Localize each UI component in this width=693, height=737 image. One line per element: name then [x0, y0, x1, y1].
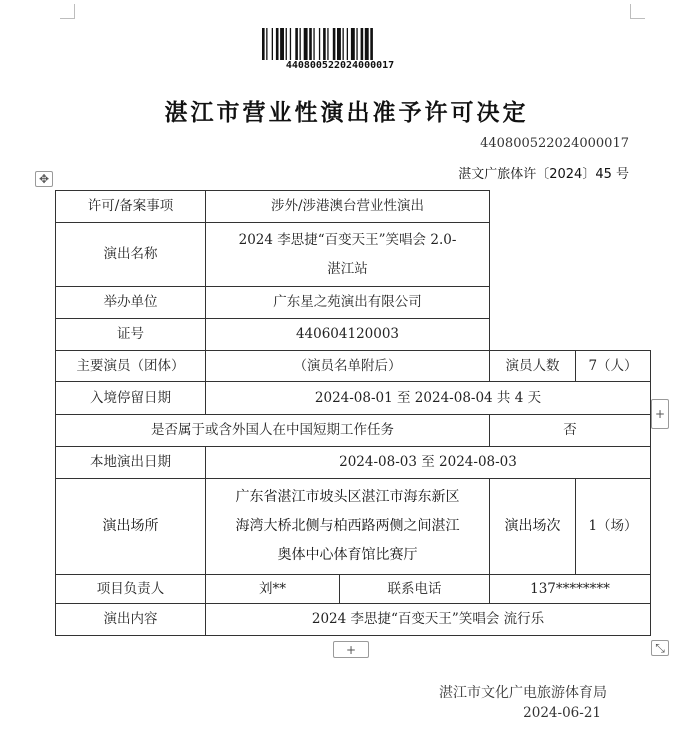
barcode-bar	[361, 28, 364, 60]
table-row	[56, 604, 651, 636]
show-name-value	[206, 223, 490, 287]
venue-value	[206, 479, 490, 575]
organizer-value: 广东星之苑演出有限公司	[206, 287, 490, 319]
table-row	[56, 191, 651, 223]
short-term-work-label: 是否属于或含外国人在中国短期工作任务	[56, 415, 490, 447]
barcode-bar	[290, 28, 291, 60]
show-name-line: 2024 李思捷“百变天王”笑唱会 2.0-	[238, 231, 457, 248]
sessions-value: 1（场）	[576, 479, 651, 575]
barcode-bar	[333, 28, 336, 60]
issue-date: 2024-06-21	[523, 705, 601, 721]
barcode-bar	[266, 28, 267, 60]
issuer-name: 湛江市文化广电旅游体育局	[439, 685, 607, 701]
reference-number: 湛文广旅体许〔2024〕45 号	[458, 167, 629, 182]
blank-cell	[490, 191, 651, 351]
barcode-bar	[262, 28, 265, 60]
document-title: 湛江市营业性演出准予许可决定	[164, 100, 529, 126]
organizer-label: 举办单位	[56, 287, 206, 319]
local-dates-value: 2024-08-03 至 2024-08-03	[206, 447, 651, 479]
license-label: 证号	[56, 319, 206, 351]
phone-value: 137********	[490, 575, 651, 604]
table-row	[56, 351, 651, 382]
add-row-icon[interactable]: +	[333, 641, 369, 658]
table-move-handle-icon[interactable]: ✥	[35, 171, 53, 187]
venue-label: 演出场所	[56, 479, 206, 575]
add-column-icon[interactable]: +	[651, 399, 669, 429]
barcode-bar	[304, 28, 308, 60]
barcode-bar	[313, 28, 314, 60]
stay-dates-label: 入境停留日期	[56, 382, 206, 415]
barcode-bar	[286, 28, 287, 60]
content-label: 演出内容	[56, 604, 206, 636]
document-number: 440800522024000017	[480, 136, 629, 151]
manager-value: 刘**	[206, 575, 340, 604]
barcode-bar	[300, 28, 301, 60]
table-resize-icon[interactable]: ⤡	[651, 640, 669, 656]
venue-line: 海湾大桥北侧与柏西路两侧之间湛江	[235, 518, 460, 534]
barcode-bar	[276, 28, 279, 60]
table-row	[56, 415, 651, 447]
crop-mark-top-right	[630, 4, 645, 19]
barcode-number: 440800522024000017	[285, 60, 395, 71]
table-row	[56, 479, 651, 575]
performers-label: 主要演员（团体）	[56, 351, 206, 382]
venue-line: 广东省湛江市坡头区湛江市海东新区	[235, 489, 460, 505]
barcode-bar	[351, 28, 355, 60]
show-name-label: 演出名称	[56, 223, 206, 287]
barcode-bar	[272, 28, 273, 60]
crop-mark-top-left	[60, 4, 75, 19]
table-row	[56, 382, 651, 415]
performers-value: （演员名单附后）	[206, 351, 490, 382]
show-name-line: 湛江站	[327, 260, 368, 277]
stay-dates-value: 2024-08-01 至 2024-08-04 共 4 天	[206, 382, 651, 415]
barcode-bar	[295, 28, 298, 60]
table-row	[56, 575, 651, 604]
venue-line: 奥体中心体育馆比赛厅	[277, 547, 418, 563]
table-row	[56, 447, 651, 479]
performer-count-value: 7（人）	[576, 351, 651, 382]
barcode-bar	[343, 28, 344, 60]
manager-label: 项目负责人	[56, 575, 206, 604]
barcode-bar	[280, 28, 284, 60]
barcode-bar	[327, 28, 328, 60]
barcode-bar	[309, 28, 312, 60]
local-dates-label: 本地演出日期	[56, 447, 206, 479]
permit-table	[55, 190, 651, 636]
barcode-bar	[337, 28, 341, 60]
permit-type-value: 涉外/涉港澳台营业性演出	[206, 191, 490, 223]
barcode-bar	[319, 28, 320, 60]
barcode-bar	[347, 28, 348, 60]
barcode-bar	[365, 28, 369, 60]
phone-label: 联系电话	[340, 575, 490, 604]
license-value: 440604120003	[206, 319, 490, 351]
barcode-bar	[323, 28, 326, 60]
permit-type-label: 许可/备案事项	[56, 191, 206, 223]
short-term-work-value: 否	[490, 415, 651, 447]
barcode-bar	[370, 28, 373, 60]
barcode-bar	[356, 28, 357, 60]
barcode	[262, 28, 418, 60]
content-value: 2024 李思捷“百变天王”笑唱会 流行乐	[206, 604, 651, 636]
performer-count-label: 演员人数	[490, 351, 576, 382]
sessions-label: 演出场次	[490, 479, 576, 575]
